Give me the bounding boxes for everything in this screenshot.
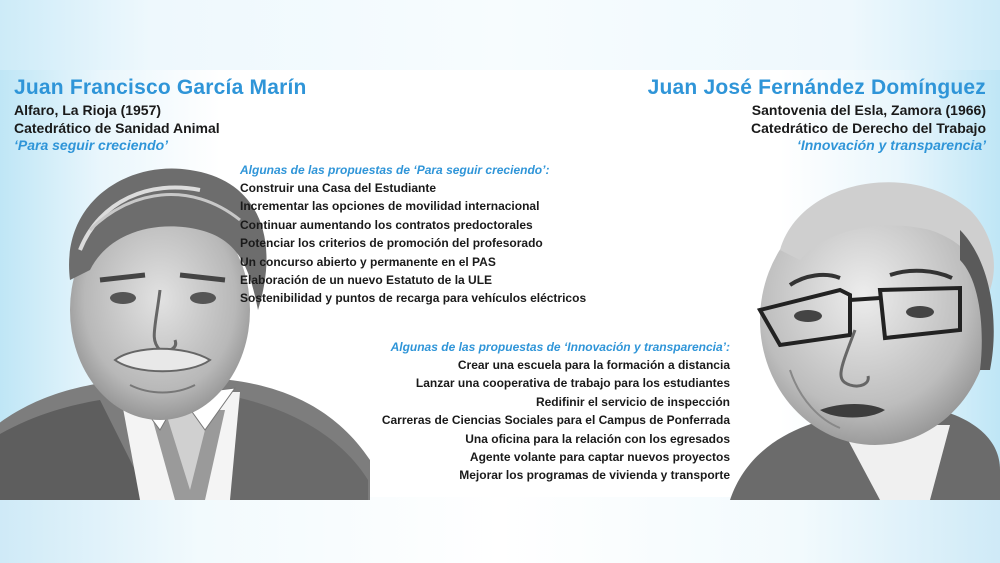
bottom-background-band	[0, 497, 1000, 563]
proposal-item: Lanzar una cooperativa de trabajo para los estudiantes	[415, 376, 730, 391]
proposal-item: Un concurso abierto y permanente en el PAS	[240, 254, 496, 269]
proposal-item: Agente volante para captar nuevos proyectos	[469, 449, 730, 464]
portrait-right-candidate	[690, 170, 1000, 500]
proposal-item: Elaboración de un nuevo Estatuto de la ULE	[240, 272, 493, 287]
proposals-left-heading: Algunas de las propuestas de ‘Para seguir creciendo’:	[240, 163, 550, 177]
proposal-item: Una oficina para la relación con los egresados	[465, 431, 730, 446]
proposal-item: Mejorar los programas de vivienda y transporte	[459, 468, 730, 483]
proposal-item: Crear una escuela para la formación a distancia	[457, 358, 730, 372]
proposal-item: Construir una Casa del Estudiante	[240, 181, 437, 195]
proposal-item: Sostenibilidad y puntos de recarga para vehículos eléctricos	[240, 291, 587, 306]
candidate-left-position: Catedrático de Sanidad Animal	[14, 120, 220, 136]
candidate-right-origin: Santovenia del Esla, Zamora (1966)	[751, 102, 986, 118]
candidate-right-slogan: ‘Innovación y transparencia’	[796, 137, 986, 153]
proposal-item: Potenciar los criterios de promoción del profesorado	[240, 236, 543, 251]
proposals-right-list	[382, 356, 730, 485]
proposal-item: Continuar aumentando los contratos predoctorales	[240, 217, 533, 232]
candidate-left-name: Juan Francisco García Marín	[14, 76, 307, 99]
candidate-right-name: Juan José Fernández Domínguez	[647, 76, 986, 99]
candidate-right-position: Catedrático de Derecho del Trabajo	[751, 120, 986, 136]
proposals-right-heading: Algunas de las propuestas de ‘Innovación y transparencia’:	[390, 340, 730, 354]
candidate-left-origin: Alfaro, La Rioja (1957)	[14, 102, 162, 118]
proposals-left-list	[240, 179, 586, 308]
proposal-item: Redifinir el servicio de inspección	[535, 394, 730, 409]
candidate-left-slogan: ‘Para seguir creciendo’	[14, 137, 169, 153]
proposal-item: Incrementar las opciones de movilidad internacional	[240, 199, 540, 214]
top-background-band	[0, 0, 1000, 70]
proposal-item: Carreras de Ciencias Sociales para el Campus de Ponferrada	[381, 413, 730, 428]
